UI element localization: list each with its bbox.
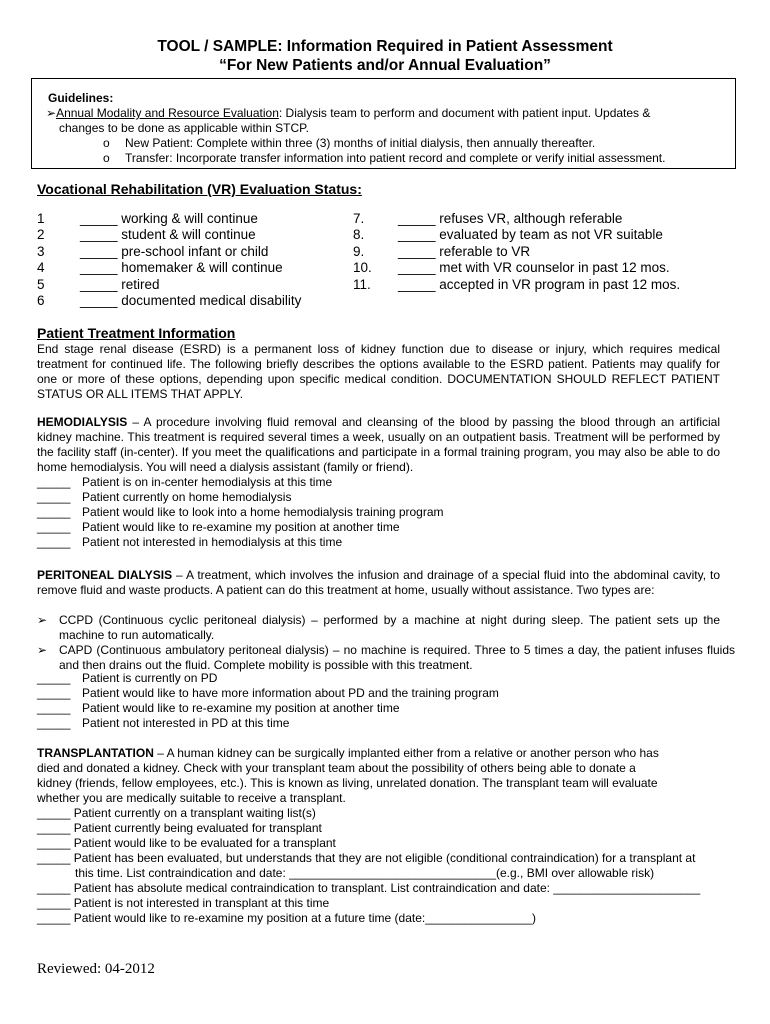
guidelines-sub-transfer: Transfer: Incorporate transfer information into patient record and complete or verify initial assessment.: [125, 151, 666, 165]
checkbox-blank[interactable]: _____: [37, 686, 71, 700]
reviewed-date: Reviewed: 04-2012: [37, 961, 155, 977]
transplant-option[interactable]: _____ Patient has been evaluated, but understands that they are not eligible (conditional contraindication) for a transplant at: [37, 851, 696, 865]
treatment-heading: Patient Treatment Information: [37, 325, 236, 341]
transplant-option[interactable]: _____ Patient currently being evaluated for transplant: [37, 821, 322, 835]
checkbox-blank[interactable]: _____: [37, 671, 71, 685]
guidelines-item-rest: : Dialysis team to perform and document with patient input. Updates &: [278, 106, 651, 120]
transplant-label: TRANSPLANTATION: [37, 746, 154, 760]
pd-capd: CAPD (Continuous ambulatory peritoneal dialysis) – no machine is required. Three to 5 times a day, the patient infuses fluids and then drains out the fluid. Complete mobility is possible with this treatment.: [59, 643, 735, 672]
vr-right-num: 10.: [353, 260, 372, 275]
transplant-option[interactable]: _____ Patient currently on a transplant waiting list(s): [37, 806, 316, 820]
vr-right-num: 8.: [353, 227, 365, 242]
arrow-bullet-icon: ➢: [37, 643, 48, 657]
checkbox-blank[interactable]: _____: [37, 490, 71, 504]
pd-desc: – A treatment, which involves the infusion and drainage of a special fluid into the abdominal cavity, to remove fluid and waste products. A patient can do this treatment at home, usually without assistance. Two types are:: [37, 568, 721, 597]
vr-left-option: _____ homemaker & will continue: [80, 260, 283, 275]
pd-ccpd: CCPD (Continuous cyclic peritoneal dialysis) – performed by a machine at night during sleep. The patient sets up the machine to run automatically.: [59, 613, 720, 642]
pd-option: Patient would like to have more information about PD and the training program: [82, 686, 499, 700]
checkbox-blank[interactable]: _____: [37, 475, 71, 489]
pd-option: Patient would like to re-examine my position at another time: [82, 701, 400, 715]
checkbox-blank[interactable]: _____: [37, 535, 71, 549]
hemodialysis-option: Patient is on in-center hemodialysis at this time: [82, 475, 333, 489]
pd-option: Patient not interested in PD at this time: [82, 716, 290, 730]
vr-right-option: _____ met with VR counselor in past 12 mos.: [398, 260, 670, 275]
hemodialysis-desc: – A procedure involving fluid removal and cleansing of the blood by passing the blood through an artificial kidney machine. This treatment is required several times a week, usually on an outpatient basis. Treatment will be performed by the facility staff (in-center). If you meet the qualifications and participate in a formal training program, you may also be able to do home hemodialysis. You will need a dialysis assistant (family or friend).: [37, 415, 720, 474]
vr-right-option: _____ referable to VR: [398, 244, 531, 259]
checkbox-blank[interactable]: _____: [37, 701, 71, 715]
transplant-option[interactable]: _____ Patient would like to be evaluated for a transplant: [37, 836, 336, 850]
vr-left-num: 2: [37, 227, 45, 242]
vr-left-option: _____ retired: [80, 277, 160, 292]
transplant-option[interactable]: _____ Patient would like to re-examine my position at a future time (date:________________): [37, 911, 536, 925]
arrow-bullet-icon: ➢: [46, 106, 57, 120]
hemodialysis-label: HEMODIALYSIS: [37, 415, 128, 429]
transplant-desc-line1: TRANSPLANTATION – A human kidney can be surgically implanted either from a relative or another person who has: [37, 746, 659, 760]
vr-left-num: 1: [37, 211, 45, 226]
vr-left-num: 4: [37, 260, 45, 275]
vr-left-num: 6: [37, 293, 45, 308]
pd-paragraph: [37, 568, 720, 598]
vr-right-option: _____ refuses VR, although referable: [398, 211, 623, 226]
vr-right-num: 11.: [353, 277, 371, 292]
vr-right-num: 9.: [353, 244, 365, 259]
document-title-line1: TOOL / SAMPLE: Information Required in Patient Assessment: [157, 38, 613, 55]
pd-option: Patient is currently on PD: [82, 671, 218, 685]
transplant-desc-line2: died and donated a kidney. Check with your transplant team about the possibility of others being able to donate a: [37, 761, 636, 775]
guidelines-sub-new-patient: New Patient: Complete within three (3) months of initial dialysis, then annually thereafter.: [125, 136, 596, 150]
document-title-line2: “For New Patients and/or Annual Evaluation”: [219, 57, 551, 74]
hemodialysis-option: Patient currently on home hemodialysis: [82, 490, 292, 504]
hemodialysis-option: Patient would like to look into a home hemodialysis training program: [82, 505, 444, 519]
guidelines-item: [46, 106, 650, 120]
vr-right-num: 7.: [353, 211, 365, 226]
guidelines-heading: Guidelines:: [48, 91, 114, 105]
transplant-desc-line3: kidney (friends, fellow employees, etc.). This is known as living, unrelated donation. The transplant team will evaluate: [37, 776, 658, 790]
transplant-option-continued[interactable]: this time. List contraindication and date: _______________________________(e.g., BMI over allowable risk): [75, 866, 655, 880]
guidelines-item-link: Annual Modality and Resource Evaluation: [56, 106, 279, 120]
vr-left-option: _____ student & will continue: [80, 227, 256, 242]
vr-left-option: _____ pre-school infant or child: [80, 244, 269, 259]
hemodialysis-option: Patient not interested in hemodialysis at this time: [82, 535, 343, 549]
vr-left-option: _____ working & will continue: [80, 211, 258, 226]
vr-left-num: 5: [37, 277, 45, 292]
transplant-desc-line4: whether you are medically suitable to receive a transplant.: [37, 791, 346, 805]
treatment-intro: End stage renal disease (ESRD) is a permanent loss of kidney function due to disease or injury, which requires medical treatment for continued life. The following briefly describes the options available to the ESRD patient. Patients may qualify for one or more of these options, depending upon specific medical condition. DOCUMENTATION SHOULD REFLECT PATIENT STATUS OR ALL ITEMS THAT APPLY.: [37, 342, 720, 401]
pd-label: PERITONEAL DIALYSIS: [37, 568, 173, 582]
hemodialysis-paragraph: [37, 415, 720, 475]
circle-bullet-icon: o: [103, 136, 110, 150]
circle-bullet-icon: o: [103, 151, 110, 165]
vr-right-option: _____ accepted in VR program in past 12 mos.: [398, 277, 681, 292]
checkbox-blank[interactable]: _____: [37, 520, 71, 534]
vr-left-num: 3: [37, 244, 45, 259]
checkbox-blank[interactable]: _____: [37, 505, 71, 519]
vr-right-option: _____ evaluated by team as not VR suitable: [398, 227, 663, 242]
vr-left-option: _____ documented medical disability: [80, 293, 302, 308]
arrow-bullet-icon: ➢: [37, 613, 48, 627]
guidelines-item-line2: changes to be done as applicable within STCP.: [59, 121, 309, 135]
checkbox-blank[interactable]: _____: [37, 716, 71, 730]
transplant-option[interactable]: _____ Patient has absolute medical contraindication to transplant. List contraindication and date: ______________________: [37, 881, 701, 895]
hemodialysis-option: Patient would like to re-examine my position at another time: [82, 520, 400, 534]
vr-heading: Vocational Rehabilitation (VR) Evaluation Status:: [37, 181, 362, 197]
transplant-option[interactable]: _____ Patient is not interested in transplant at this time: [37, 896, 330, 910]
